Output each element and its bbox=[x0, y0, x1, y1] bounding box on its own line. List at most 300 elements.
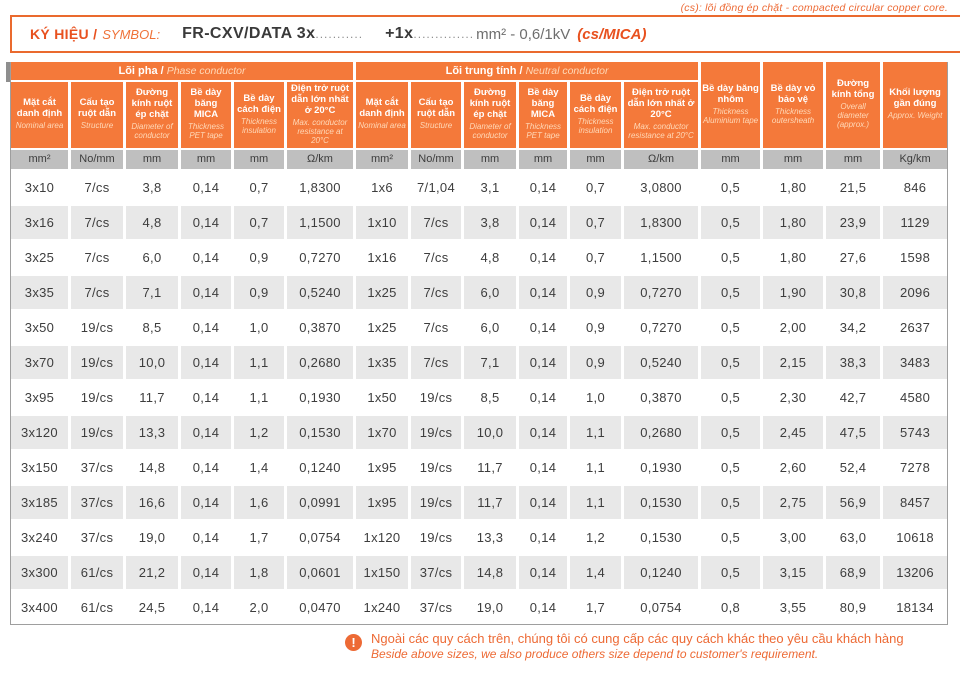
header-label-en: Thickness Aluminium tape bbox=[702, 106, 759, 125]
cable-code-neutral: +1x bbox=[385, 25, 414, 42]
table-cell: 0,9 bbox=[570, 276, 621, 309]
table-cell: 34,2 bbox=[826, 311, 880, 344]
table-cell: 0,14 bbox=[519, 556, 567, 589]
header-label-vi: Cấu tạo ruột dẫn bbox=[417, 97, 456, 120]
exclamation-icon: ! bbox=[345, 634, 362, 651]
table-cell: 0,1530 bbox=[287, 416, 353, 449]
column-header-13 bbox=[763, 62, 823, 148]
table-cell: 0,5 bbox=[701, 276, 760, 309]
column-header-0 bbox=[11, 82, 68, 148]
table-cell: 1,7 bbox=[234, 521, 284, 554]
table-cell: 0,1530 bbox=[624, 521, 698, 554]
table-cell: 37/cs bbox=[71, 521, 123, 554]
table-cell: 1,80 bbox=[763, 241, 823, 274]
table-cell: 16,6 bbox=[126, 486, 178, 519]
table-cell: 0,14 bbox=[519, 521, 567, 554]
table-cell: 3,55 bbox=[763, 591, 823, 624]
table-cell: 0,5240 bbox=[624, 346, 698, 379]
table-cell: 0,1240 bbox=[624, 556, 698, 589]
table-cell: 6,0 bbox=[126, 241, 178, 274]
table-row bbox=[11, 381, 947, 414]
table-cell: 7/cs bbox=[71, 241, 123, 274]
table-cell: 0,3870 bbox=[287, 311, 353, 344]
table-cell: 37/cs bbox=[411, 591, 461, 624]
table-cell: 23,9 bbox=[826, 206, 880, 239]
table-cell: 7/cs bbox=[411, 346, 461, 379]
table-cell: 0,7 bbox=[570, 206, 621, 239]
table-row bbox=[11, 241, 947, 274]
table-cell: 1,4 bbox=[570, 556, 621, 589]
table-cell: 1,80 bbox=[763, 171, 823, 204]
table-cell: 0,0601 bbox=[287, 556, 353, 589]
table-cell: 1x120 bbox=[356, 521, 408, 554]
table-cell: 0,5 bbox=[701, 556, 760, 589]
table-cell: 37/cs bbox=[71, 486, 123, 519]
table-cell: 0,14 bbox=[181, 591, 231, 624]
table-cell: 19/cs bbox=[411, 521, 461, 554]
table-cell: 7/cs bbox=[411, 311, 461, 344]
table-row bbox=[11, 276, 947, 309]
table-cell: 3x95 bbox=[11, 381, 68, 414]
table-cell: 0,14 bbox=[181, 171, 231, 204]
table-cell: 7/cs bbox=[71, 206, 123, 239]
table-cell: 4580 bbox=[883, 381, 947, 414]
group-label-en: Neutral conductor bbox=[525, 65, 609, 77]
table-cell: 0,7 bbox=[234, 206, 284, 239]
table-cell: 0,7270 bbox=[624, 276, 698, 309]
group-label-en: Phase conductor bbox=[166, 65, 246, 77]
table-cell: 0,14 bbox=[181, 276, 231, 309]
table-cell: 7,1 bbox=[464, 346, 516, 379]
table-cell: 11,7 bbox=[126, 381, 178, 414]
header-label-en: Approx. Weight bbox=[887, 111, 943, 121]
table-cell: 1,2 bbox=[570, 521, 621, 554]
table-cell: 80,9 bbox=[826, 591, 880, 624]
table-cell: 10,0 bbox=[126, 346, 178, 379]
table-cell: 19/cs bbox=[411, 381, 461, 414]
unit-cell: mm bbox=[519, 150, 567, 169]
group-label-vi: Lõi trung tính / bbox=[445, 65, 523, 77]
header-label-en: Thickness insulation bbox=[577, 116, 614, 135]
table-cell: 0,14 bbox=[181, 241, 231, 274]
table-cell: 2,30 bbox=[763, 381, 823, 414]
header-label-vi: Bề dày băng nhôm bbox=[702, 82, 759, 105]
table-cell: 1x16 bbox=[356, 241, 408, 274]
table-cell: 7,1 bbox=[126, 276, 178, 309]
symbol-bar bbox=[10, 15, 960, 53]
table-cell: 3,8 bbox=[464, 206, 516, 239]
table-cell: 8457 bbox=[883, 486, 947, 519]
table-cell: 1,4 bbox=[234, 451, 284, 484]
table-cell: 14,8 bbox=[126, 451, 178, 484]
table-cell: 0,5 bbox=[701, 311, 760, 344]
table-cell: 1,6 bbox=[234, 486, 284, 519]
unit-cell: mm bbox=[181, 150, 231, 169]
table-cell: 19,0 bbox=[464, 591, 516, 624]
column-header-2 bbox=[126, 82, 178, 148]
voltage-spec: mm² - 0,6/1kV bbox=[476, 25, 571, 43]
table-cell: 1,7 bbox=[570, 591, 621, 624]
table-cell: 0,14 bbox=[181, 206, 231, 239]
table-cell: 0,14 bbox=[519, 346, 567, 379]
table-cell: 11,7 bbox=[464, 451, 516, 484]
header-label-vi: Bề dày băng MICA bbox=[527, 87, 559, 121]
core-type-label: (cs/MICA) bbox=[577, 25, 647, 43]
table-cell: 3x150 bbox=[11, 451, 68, 484]
table-cell: 1,1 bbox=[570, 451, 621, 484]
table-cell: 0,5 bbox=[701, 381, 760, 414]
table-row bbox=[11, 556, 947, 589]
table-cell: 1x95 bbox=[356, 486, 408, 519]
table-cell: 0,9 bbox=[234, 276, 284, 309]
table-cell: 11,7 bbox=[464, 486, 516, 519]
table-row bbox=[11, 451, 947, 484]
unit-cell: mm bbox=[763, 150, 823, 169]
header-label-vi: Điện trở ruột dẫn lớn nhất ở 20°C bbox=[291, 83, 349, 116]
table-cell: 7/cs bbox=[411, 276, 461, 309]
table-cell: 0,8 bbox=[701, 591, 760, 624]
table-cell: 68,9 bbox=[826, 556, 880, 589]
table-cell: 0,2680 bbox=[624, 416, 698, 449]
table-cell: 0,5 bbox=[701, 486, 760, 519]
table-cell: 1,1500 bbox=[624, 241, 698, 274]
column-header-8 bbox=[464, 82, 516, 148]
table-cell: 0,14 bbox=[519, 276, 567, 309]
table-cell: 3x16 bbox=[11, 206, 68, 239]
table-cell: 0,0470 bbox=[287, 591, 353, 624]
header-label-en: Thickness insulation bbox=[240, 116, 277, 135]
table-cell: 63,0 bbox=[826, 521, 880, 554]
header-label-en: Structure bbox=[80, 121, 114, 131]
table-cell: 0,14 bbox=[519, 486, 567, 519]
unit-cell: mm² bbox=[11, 150, 68, 169]
table-cell: 0,5 bbox=[701, 521, 760, 554]
header-label-en: Nominal area bbox=[358, 121, 406, 131]
table-cell: 1x35 bbox=[356, 346, 408, 379]
table-cell: 0,1930 bbox=[624, 451, 698, 484]
table-cell: 7/cs bbox=[71, 171, 123, 204]
table-cell: 3,0800 bbox=[624, 171, 698, 204]
table-cell: 0,9 bbox=[570, 346, 621, 379]
spec-table-wrapper bbox=[10, 62, 948, 625]
table-cell: 0,5 bbox=[701, 171, 760, 204]
table-cell: 0,5 bbox=[701, 241, 760, 274]
header-label-vi: Điện trở ruột dẫn lớn nhất ở 20°C bbox=[627, 87, 695, 121]
table-cell: 0,9 bbox=[570, 311, 621, 344]
table-cell: 1x95 bbox=[356, 451, 408, 484]
table-cell: 1x6 bbox=[356, 171, 408, 204]
table-cell: 0,5240 bbox=[287, 276, 353, 309]
table-cell: 0,14 bbox=[181, 381, 231, 414]
group-header-row bbox=[11, 62, 947, 80]
table-cell: 42,7 bbox=[826, 381, 880, 414]
header-label-en: Structure bbox=[419, 121, 453, 131]
table-cell: 52,4 bbox=[826, 451, 880, 484]
table-cell: 0,14 bbox=[181, 486, 231, 519]
header-label-en: Max. conductor resistance at 20°C bbox=[292, 117, 348, 145]
header-label-en: Nominal area bbox=[15, 121, 64, 131]
table-row bbox=[11, 521, 947, 554]
table-cell: 3,1 bbox=[464, 171, 516, 204]
table-cell: 19/cs bbox=[71, 381, 123, 414]
table-cell: 1,8300 bbox=[624, 206, 698, 239]
table-cell: 3x70 bbox=[11, 346, 68, 379]
table-row bbox=[11, 206, 947, 239]
unit-cell: Ω/km bbox=[624, 150, 698, 169]
table-cell: 2096 bbox=[883, 276, 947, 309]
column-header-15 bbox=[883, 62, 947, 148]
table-cell: 3x50 bbox=[11, 311, 68, 344]
table-cell: 19,0 bbox=[126, 521, 178, 554]
table-cell: 0,14 bbox=[519, 591, 567, 624]
column-header-4 bbox=[234, 82, 284, 148]
header-label-en: Diameter of conductor bbox=[469, 122, 511, 141]
table-cell: 27,6 bbox=[826, 241, 880, 274]
table-cell: 3483 bbox=[883, 346, 947, 379]
table-cell: 3x25 bbox=[11, 241, 68, 274]
column-header-12 bbox=[701, 62, 760, 148]
table-cell: 0,2680 bbox=[287, 346, 353, 379]
table-cell: 0,14 bbox=[519, 451, 567, 484]
table-cell: 0,14 bbox=[519, 241, 567, 274]
unit-row bbox=[11, 150, 947, 169]
table-row bbox=[11, 346, 947, 379]
table-cell: 4,8 bbox=[464, 241, 516, 274]
column-header-11 bbox=[624, 82, 698, 148]
cable-code: FR-CXV/DATA 3x bbox=[182, 25, 316, 42]
table-cell: 56,9 bbox=[826, 486, 880, 519]
group-header-neutral bbox=[356, 62, 698, 80]
table-cell: 1x70 bbox=[356, 416, 408, 449]
unit-cell: mm² bbox=[356, 150, 408, 169]
header-label-vi: Mặt cắt danh định bbox=[16, 97, 63, 120]
table-cell: 0,7 bbox=[570, 241, 621, 274]
table-cell: 0,14 bbox=[181, 451, 231, 484]
table-cell: 7/1,04 bbox=[411, 171, 461, 204]
table-cell: 1,1 bbox=[570, 486, 621, 519]
table-cell: 1x240 bbox=[356, 591, 408, 624]
table-row bbox=[11, 486, 947, 519]
table-cell: 14,8 bbox=[464, 556, 516, 589]
table-cell: 3,8 bbox=[126, 171, 178, 204]
table-cell: 1598 bbox=[883, 241, 947, 274]
table-cell: 13206 bbox=[883, 556, 947, 589]
table-cell: 846 bbox=[883, 171, 947, 204]
footer-note-en: Beside above sizes, we also produce others size depend to customer's requirement. bbox=[371, 647, 819, 662]
header-label-vi: Đường kính ruột ép chặt bbox=[469, 87, 511, 121]
table-cell: 3,00 bbox=[763, 521, 823, 554]
table-cell: 61/cs bbox=[71, 591, 123, 624]
table-cell: 1129 bbox=[883, 206, 947, 239]
table-cell: 19/cs bbox=[411, 416, 461, 449]
table-cell: 3,15 bbox=[763, 556, 823, 589]
table-cell: 0,9 bbox=[234, 241, 284, 274]
table-row bbox=[11, 171, 947, 204]
table-cell: 1,1 bbox=[570, 416, 621, 449]
table-cell: 19/cs bbox=[71, 416, 123, 449]
table-cell: 0,0754 bbox=[287, 521, 353, 554]
table-cell: 0,14 bbox=[181, 346, 231, 379]
fill-dots: ........... bbox=[315, 27, 364, 41]
table-cell: 21,5 bbox=[826, 171, 880, 204]
table-cell: 47,5 bbox=[826, 416, 880, 449]
table-cell: 1,2 bbox=[234, 416, 284, 449]
table-cell: 0,14 bbox=[519, 171, 567, 204]
table-cell: 2,45 bbox=[763, 416, 823, 449]
table-cell: 1,1 bbox=[234, 346, 284, 379]
table-cell: 3x240 bbox=[11, 521, 68, 554]
unit-cell: mm bbox=[464, 150, 516, 169]
column-header-9 bbox=[519, 82, 567, 148]
unit-cell: mm bbox=[234, 150, 284, 169]
table-row bbox=[11, 416, 947, 449]
footer-note-vi: Ngoài các quy cách trên, chúng tôi có cung cấp các quy cách khác theo yêu cầu khách hàng bbox=[371, 631, 904, 646]
spec-table bbox=[10, 62, 948, 625]
table-cell: 38,3 bbox=[826, 346, 880, 379]
table-cell: 5743 bbox=[883, 416, 947, 449]
unit-cell: mm bbox=[826, 150, 880, 169]
unit-cell: mm bbox=[126, 150, 178, 169]
table-cell: 0,7 bbox=[234, 171, 284, 204]
table-cell: 0,0754 bbox=[624, 591, 698, 624]
table-cell: 61/cs bbox=[71, 556, 123, 589]
symbol-label-en: SYMBOL: bbox=[102, 26, 161, 42]
header-label-vi: Mặt cắt danh định bbox=[359, 97, 405, 120]
unit-cell: No/mm bbox=[71, 150, 123, 169]
table-cell: 19/cs bbox=[411, 451, 461, 484]
table-cell: 0,0991 bbox=[287, 486, 353, 519]
table-cell: 0,14 bbox=[519, 381, 567, 414]
header-label-vi: Đường kính ruột ép chặt bbox=[131, 87, 173, 121]
table-cell: 0,5 bbox=[701, 346, 760, 379]
table-cell: 1x10 bbox=[356, 206, 408, 239]
table-cell: 0,5 bbox=[701, 206, 760, 239]
table-cell: 30,8 bbox=[826, 276, 880, 309]
table-cell: 0,14 bbox=[181, 521, 231, 554]
table-cell: 0,14 bbox=[181, 311, 231, 344]
table-cell: 0,3870 bbox=[624, 381, 698, 414]
table-cell: 18134 bbox=[883, 591, 947, 624]
table-cell: 10,0 bbox=[464, 416, 516, 449]
table-cell: 3x185 bbox=[11, 486, 68, 519]
table-cell: 1x150 bbox=[356, 556, 408, 589]
header-label-en: Diameter of conductor bbox=[131, 122, 173, 141]
table-cell: 8,5 bbox=[464, 381, 516, 414]
table-cell: 3x300 bbox=[11, 556, 68, 589]
column-header-10 bbox=[570, 82, 621, 148]
table-cell: 19/cs bbox=[71, 346, 123, 379]
table-cell: 13,3 bbox=[464, 521, 516, 554]
table-cell: 0,7 bbox=[570, 171, 621, 204]
table-cell: 7/cs bbox=[71, 276, 123, 309]
table-cell: 0,5 bbox=[701, 451, 760, 484]
table-cell: 37/cs bbox=[71, 451, 123, 484]
table-cell: 1x25 bbox=[356, 311, 408, 344]
table-cell: 24,5 bbox=[126, 591, 178, 624]
group-header-phase bbox=[11, 62, 353, 80]
table-cell: 1,1 bbox=[234, 381, 284, 414]
table-cell: 0,14 bbox=[519, 206, 567, 239]
table-cell: 1,80 bbox=[763, 206, 823, 239]
header-label-en: Thickness PET tape bbox=[525, 122, 562, 141]
table-cell: 0,7270 bbox=[624, 311, 698, 344]
header-label-vi: Bề dày băng MICA bbox=[190, 87, 222, 121]
table-cell: 7/cs bbox=[411, 241, 461, 274]
table-cell: 2,0 bbox=[234, 591, 284, 624]
header-label-vi: Đường kính tổng bbox=[831, 78, 875, 101]
table-cell: 1,0 bbox=[234, 311, 284, 344]
table-cell: 0,14 bbox=[181, 416, 231, 449]
header-label-vi: Bề dày vỏ bảo vệ bbox=[770, 82, 816, 105]
compacted-core-note: (cs): lõi đồng ép chặt - compacted circular copper core. bbox=[680, 2, 948, 14]
header-label-vi: Bề dày cách điện bbox=[573, 92, 618, 115]
header-label-vi: Cấu tạo ruột dẫn bbox=[78, 97, 116, 120]
table-cell: 0,1240 bbox=[287, 451, 353, 484]
unit-cell: mm bbox=[570, 150, 621, 169]
table-cell: 3x35 bbox=[11, 276, 68, 309]
table-cell: 37/cs bbox=[411, 556, 461, 589]
unit-cell: mm bbox=[701, 150, 760, 169]
header-label-vi: Khối lượng gần đúng bbox=[889, 87, 941, 110]
table-cell: 1,8 bbox=[234, 556, 284, 589]
fill-dots: .............. bbox=[413, 27, 475, 41]
table-cell: 4,8 bbox=[126, 206, 178, 239]
table-cell: 19/cs bbox=[411, 486, 461, 519]
column-header-6 bbox=[356, 82, 408, 148]
table-cell: 3x400 bbox=[11, 591, 68, 624]
header-label-en: Thickness PET tape bbox=[187, 122, 224, 141]
table-cell: 7/cs bbox=[411, 206, 461, 239]
table-cell: 0,1530 bbox=[624, 486, 698, 519]
table-cell: 1,8300 bbox=[287, 171, 353, 204]
table-cell: 1x25 bbox=[356, 276, 408, 309]
table-cell: 0,1930 bbox=[287, 381, 353, 414]
table-cell: 3x10 bbox=[11, 171, 68, 204]
column-header-5 bbox=[287, 82, 353, 148]
table-cell: 10618 bbox=[883, 521, 947, 554]
table-cell: 2,75 bbox=[763, 486, 823, 519]
unit-cell: Ω/km bbox=[287, 150, 353, 169]
column-header-7 bbox=[411, 82, 461, 148]
table-cell: 7278 bbox=[883, 451, 947, 484]
table-cell: 0,14 bbox=[519, 311, 567, 344]
header-label-vi: Bề dày cách điện bbox=[237, 92, 281, 115]
table-cell: 0,7270 bbox=[287, 241, 353, 274]
table-cell: 6,0 bbox=[464, 311, 516, 344]
table-cell: 0,14 bbox=[519, 416, 567, 449]
table-cell: 2,00 bbox=[763, 311, 823, 344]
header-label-en: Overall diameter (approx.) bbox=[837, 102, 870, 130]
table-cell: 21,2 bbox=[126, 556, 178, 589]
table-row bbox=[11, 591, 947, 624]
table-row bbox=[11, 311, 947, 344]
column-header-1 bbox=[71, 82, 123, 148]
group-label-vi: Lõi pha / bbox=[118, 65, 164, 77]
table-cell: 1,90 bbox=[763, 276, 823, 309]
column-header-14 bbox=[826, 62, 880, 148]
table-cell: 2637 bbox=[883, 311, 947, 344]
symbol-label-vi: KÝ HIỆU / bbox=[30, 26, 98, 42]
table-cell: 0,5 bbox=[701, 416, 760, 449]
header-label-en: Thickness outersheath bbox=[771, 106, 815, 125]
unit-cell: No/mm bbox=[411, 150, 461, 169]
table-cell: 1,1500 bbox=[287, 206, 353, 239]
table-cell: 19/cs bbox=[71, 311, 123, 344]
table-cell: 2,60 bbox=[763, 451, 823, 484]
table-cell: 0,14 bbox=[181, 556, 231, 589]
table-cell: 13,3 bbox=[126, 416, 178, 449]
table-cell: 1x50 bbox=[356, 381, 408, 414]
